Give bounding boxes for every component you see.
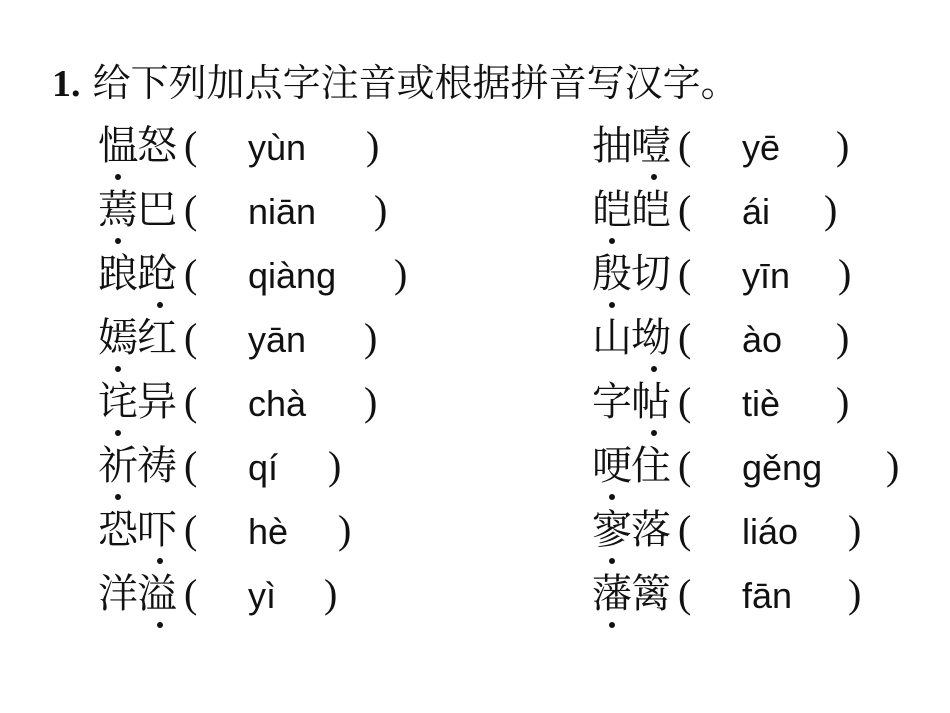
pinyin-answer: yē	[742, 127, 781, 168]
pinyin-answer: ái	[742, 191, 771, 232]
emphasis-dot	[115, 366, 121, 372]
emphasis-dot	[157, 622, 163, 628]
word-text: 嫣红	[98, 315, 176, 361]
open-paren: (	[184, 251, 198, 296]
pinyin-answer: gěng	[742, 447, 823, 488]
pinyin-answer: chà	[248, 383, 307, 424]
word-text: 山坳	[592, 315, 670, 361]
emphasis-dot	[115, 238, 121, 244]
emphasis-dot	[651, 430, 657, 436]
close-paren: )	[394, 251, 408, 296]
pinyin-answer: yì	[248, 575, 277, 616]
open-paren: (	[678, 443, 692, 488]
close-paren: )	[364, 315, 378, 360]
emphasis-dot	[609, 494, 615, 500]
close-paren: )	[328, 443, 342, 488]
pinyin-answer: tiè	[742, 383, 781, 424]
question-number: 1	[52, 63, 71, 105]
close-paren: )	[366, 123, 380, 168]
open-paren: (	[184, 443, 198, 488]
open-paren: (	[184, 379, 198, 424]
emphasis-dot	[115, 430, 121, 436]
word-text: 皑皑	[592, 187, 670, 233]
word-text: 诧异	[98, 379, 176, 425]
word-text: 寥落	[592, 507, 670, 553]
open-paren: (	[678, 315, 692, 360]
emphasis-dot	[651, 366, 657, 372]
pinyin-answer: qí	[248, 447, 279, 488]
pinyin-answer: ào	[742, 319, 783, 360]
pinyin-answer: yīn	[742, 255, 791, 296]
open-paren: (	[184, 187, 198, 232]
emphasis-dot	[115, 174, 121, 180]
word-text: 蔫巴	[98, 187, 176, 233]
word-text: 洋溢	[98, 571, 176, 617]
emphasis-dot	[609, 622, 615, 628]
pinyin-answer: fān	[742, 575, 793, 616]
close-paren: )	[838, 251, 852, 296]
pinyin-answer: liáo	[742, 511, 799, 552]
close-paren: )	[848, 571, 862, 616]
emphasis-dot	[157, 558, 163, 564]
close-paren: )	[364, 379, 378, 424]
close-paren: )	[824, 187, 838, 232]
word-text: 祈祷	[98, 443, 176, 489]
word-text: 藩篱	[592, 571, 670, 617]
emphasis-dot	[609, 238, 615, 244]
word-text: 殷切	[592, 251, 670, 297]
word-text: 字帖	[592, 379, 670, 425]
open-paren: (	[678, 123, 692, 168]
pinyin-answer: yùn	[248, 127, 307, 168]
open-paren: (	[184, 507, 198, 552]
word-text: 抽噎	[592, 123, 670, 169]
close-paren: )	[886, 443, 900, 488]
pinyin-answer: hè	[248, 511, 289, 552]
emphasis-dot	[651, 174, 657, 180]
emphasis-dot	[115, 494, 121, 500]
close-paren: )	[836, 315, 850, 360]
word-text: 愠怒	[98, 123, 176, 169]
question-instruction: 给下列加点字注音或根据拼音写汉字。	[92, 61, 739, 105]
question-number-separator: .	[71, 63, 81, 105]
open-paren: (	[678, 379, 692, 424]
close-paren: )	[848, 507, 862, 552]
open-paren: (	[678, 251, 692, 296]
close-paren: )	[374, 187, 388, 232]
open-paren: (	[184, 123, 198, 168]
word-text: 哽住	[592, 443, 670, 489]
open-paren: (	[678, 187, 692, 232]
close-paren: )	[836, 123, 850, 168]
pinyin-answer: yān	[248, 319, 307, 360]
open-paren: (	[678, 571, 692, 616]
open-paren: (	[184, 315, 198, 360]
close-paren: )	[324, 571, 338, 616]
pinyin-answer: niān	[248, 191, 317, 232]
word-text: 恐吓	[98, 507, 176, 553]
question-heading	[52, 58, 739, 109]
emphasis-dot	[609, 558, 615, 564]
pinyin-answer: qiàng	[248, 255, 337, 296]
open-paren: (	[678, 507, 692, 552]
close-paren: )	[836, 379, 850, 424]
word-text: 踉跄	[98, 251, 176, 297]
open-paren: (	[184, 571, 198, 616]
close-paren: )	[338, 507, 352, 552]
emphasis-dot	[609, 302, 615, 308]
emphasis-dot	[157, 302, 163, 308]
